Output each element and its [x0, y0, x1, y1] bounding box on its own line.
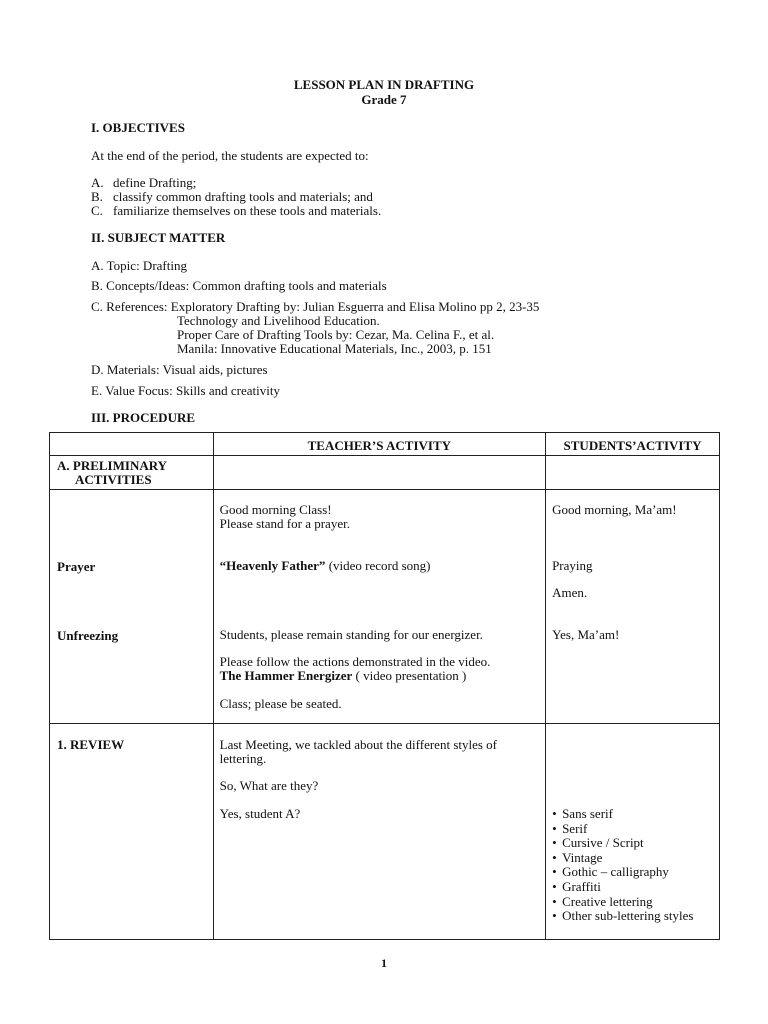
review-students-cell [546, 724, 720, 940]
table-row-review [50, 724, 720, 940]
prayer-song-note: (video record song) [325, 558, 431, 573]
subject-references-line-3: Proper Care of Drafting Tools by: Cezar, Ma. Celina F., et al. [177, 327, 495, 342]
prayer-song [220, 558, 431, 573]
teacher-activity-header: TEACHER’S ACTIVITY [307, 438, 452, 453]
list-item: • Other sub-lettering styles [552, 909, 693, 924]
review-label: 1. REVIEW [57, 737, 125, 752]
objectives-intro: At the end of the period, the students are expected to: [91, 148, 369, 163]
document-title: LESSON PLAN IN DRAFTING [293, 77, 475, 92]
review-line-2: lettering. [219, 751, 267, 766]
list-item: • Graffiti [552, 880, 693, 895]
table-header-row [50, 433, 720, 456]
amen-text: Amen. [552, 585, 588, 600]
list-item: • Sans serif [552, 807, 693, 822]
procedure-table [49, 432, 720, 940]
list-item: • Serif [552, 822, 693, 837]
subject-matter-heading: II. SUBJECT MATTER [91, 230, 226, 245]
lettering-styles-list [552, 807, 693, 924]
subject-references-line-2: Technology and Livelihood Education. [177, 313, 380, 328]
page-number: 1 [381, 956, 387, 970]
objective-letter: B. [91, 189, 103, 204]
greeting-line-1: Good morning Class! [219, 502, 332, 517]
objective-item-a [91, 175, 197, 190]
review-line-1: Last Meeting, we tackled about the different styles of [219, 737, 498, 752]
energizer-line-3 [220, 668, 467, 683]
opening-label-cell [50, 490, 214, 724]
review-line-3: So, What are they? [219, 778, 319, 793]
preliminary-heading-line-2: ACTIVITIES [75, 472, 152, 487]
students-activity-header: STUDENTS’ACTIVITY [563, 438, 702, 453]
table-row-opening [50, 490, 720, 724]
table-row-preliminary [50, 456, 720, 490]
objective-item-c [91, 203, 382, 218]
praying-text: Praying [552, 558, 593, 573]
review-label-cell [50, 724, 214, 940]
header-cell-students [546, 433, 720, 456]
subject-topic: A. Topic: Drafting [91, 258, 187, 273]
prayer-label: Prayer [57, 559, 96, 574]
preliminary-students-cell [546, 456, 720, 490]
prayer-song-title: “Heavenly Father” [219, 558, 326, 573]
list-item: • Cursive / Script [552, 836, 693, 851]
objective-text: classify common drafting tools and materials; and [113, 189, 373, 204]
energizer-title: The Hammer Energizer [219, 668, 353, 683]
objective-letter: A. [91, 175, 104, 190]
subject-concepts: B. Concepts/Ideas: Common drafting tools and materials [91, 278, 387, 293]
subject-references-line-4: Manila: Innovative Educational Materials, Inc., 2003, p. 151 [177, 341, 492, 356]
document-grade: Grade 7 [361, 92, 407, 107]
objectives-heading: I. OBJECTIVES [91, 120, 185, 135]
energizer-line-2: Please follow the actions demonstrated in the video. [219, 654, 491, 669]
objective-letter: C. [91, 203, 103, 218]
energizer-reply: Yes, Ma’am! [552, 627, 620, 642]
list-item: • Creative lettering [552, 895, 693, 910]
subject-references: C. References: Exploratory Drafting by: Julian Esguerra and Elisa Molino pp 2, 23-35 [91, 299, 540, 314]
subject-value-focus: E. Value Focus: Skills and creativity [91, 383, 280, 398]
procedure-heading: III. PROCEDURE [91, 410, 196, 425]
objective-text: familiarize themselves on these tools and materials. [113, 203, 382, 218]
review-line-4: Yes, student A? [219, 806, 301, 821]
energizer-note: ( video presentation ) [352, 668, 467, 683]
header-cell-teacher [213, 433, 545, 456]
list-item: • Vintage [552, 851, 693, 866]
energizer-line-4: Class; please be seated. [219, 696, 342, 711]
opening-students-cell [546, 490, 720, 724]
preliminary-heading-line-1: A. PRELIMINARY [57, 458, 168, 473]
subject-materials: D. Materials: Visual aids, pictures [91, 362, 268, 377]
header-cell-empty [50, 433, 214, 456]
review-teacher-cell [213, 724, 545, 940]
preliminary-cell [50, 456, 214, 490]
objective-text: define Drafting; [113, 175, 197, 190]
energizer-line-1: Students, please remain standing for our energizer. [219, 627, 483, 642]
greeting-line-2: Please stand for a prayer. [219, 516, 350, 531]
opening-teacher-cell [213, 490, 545, 724]
objective-item-b [91, 189, 373, 204]
preliminary-teacher-cell [213, 456, 545, 490]
list-item: • Gothic – calligraphy [552, 865, 693, 880]
greeting-reply: Good morning, Ma’am! [552, 502, 677, 517]
unfreezing-label: Unfreezing [57, 628, 119, 643]
